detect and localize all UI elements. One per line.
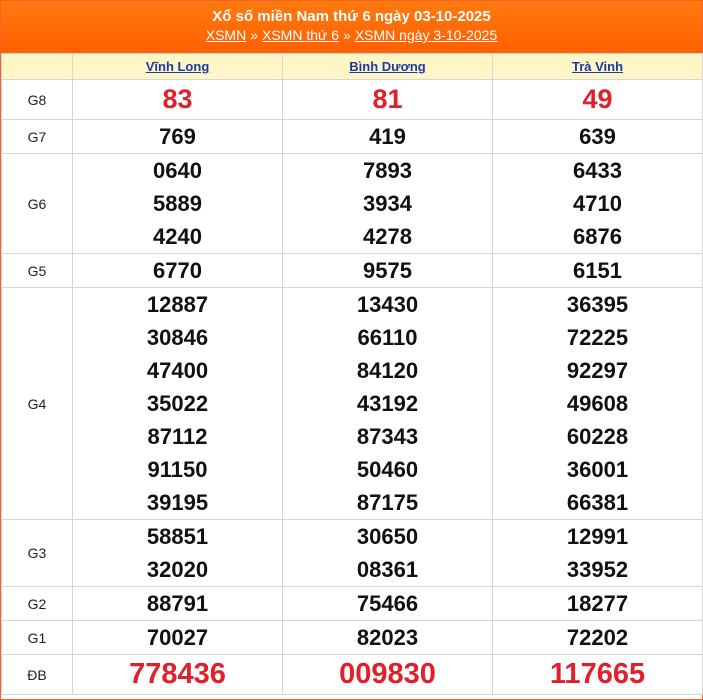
province-header bbox=[73, 54, 283, 80]
prize-number: 75466 bbox=[356, 591, 419, 616]
prize-number: 33952 bbox=[566, 557, 629, 582]
prize-number: 639 bbox=[579, 124, 616, 149]
prize-number: 6433 bbox=[573, 158, 622, 183]
prize-number: 81 bbox=[372, 84, 403, 114]
prize-cell bbox=[73, 120, 283, 154]
prize-cell bbox=[73, 80, 283, 120]
prize-cell bbox=[493, 154, 703, 254]
prize-number: 87343 bbox=[356, 424, 419, 449]
prize-cell bbox=[73, 254, 283, 288]
prize-row-g8 bbox=[2, 80, 703, 120]
prize-number: 12887 bbox=[146, 292, 209, 317]
prize-number: 769 bbox=[159, 124, 196, 149]
prize-number: 6876 bbox=[573, 224, 622, 249]
prize-row-g4 bbox=[2, 288, 703, 520]
prize-label: G6 bbox=[2, 154, 73, 254]
prize-cell bbox=[73, 520, 283, 587]
prize-label: G4 bbox=[2, 288, 73, 520]
prize-number: 43192 bbox=[356, 391, 419, 416]
prize-cell bbox=[283, 254, 493, 288]
prize-number: 12991 bbox=[566, 524, 629, 549]
prize-number: 4278 bbox=[363, 224, 412, 249]
prize-cell bbox=[283, 120, 493, 154]
prize-number: 32020 bbox=[146, 557, 209, 582]
prize-number: 49608 bbox=[566, 391, 629, 416]
province-header bbox=[493, 54, 703, 80]
prize-number: 30846 bbox=[146, 325, 209, 350]
prize-cell bbox=[73, 288, 283, 520]
prize-row-g2 bbox=[2, 587, 703, 621]
prize-cell bbox=[283, 621, 493, 655]
prize-number: 18277 bbox=[566, 591, 629, 616]
prize-cell bbox=[73, 621, 283, 655]
prize-number: 60228 bbox=[566, 424, 629, 449]
page-title: Xổ số miền Nam thứ 6 ngày 03-10-2025 bbox=[212, 8, 491, 25]
prize-number: 009830 bbox=[339, 658, 436, 690]
breadcrumb bbox=[1, 26, 702, 44]
prize-label: G5 bbox=[2, 254, 73, 288]
prize-number: 6151 bbox=[573, 258, 622, 283]
prize-cell bbox=[283, 80, 493, 120]
province-link-binh-duong[interactable]: Bình Dương bbox=[349, 59, 426, 74]
prize-label: ĐB bbox=[2, 655, 73, 695]
prize-number: 08361 bbox=[356, 557, 419, 582]
prize-number: 6770 bbox=[153, 258, 202, 283]
prize-cell bbox=[493, 80, 703, 120]
prize-cell bbox=[493, 254, 703, 288]
prize-number: 50460 bbox=[356, 457, 419, 482]
prize-label: G1 bbox=[2, 621, 73, 655]
prize-cell bbox=[73, 154, 283, 254]
prize-number: 87175 bbox=[356, 490, 419, 515]
prize-number: 7893 bbox=[363, 158, 412, 183]
prize-number: 36001 bbox=[566, 457, 629, 482]
prize-number: 419 bbox=[369, 124, 406, 149]
prize-number: 83 bbox=[162, 84, 193, 114]
corner-cell bbox=[2, 54, 73, 80]
results-header bbox=[1, 1, 702, 53]
prize-number: 72225 bbox=[566, 325, 629, 350]
prize-row-g5 bbox=[2, 254, 703, 288]
prize-number: 88791 bbox=[146, 591, 209, 616]
prize-cell bbox=[283, 288, 493, 520]
breadcrumb-link-xsmn-date[interactable]: XSMN ngày 3-10-2025 bbox=[354, 27, 498, 43]
prize-number: 35022 bbox=[146, 391, 209, 416]
prize-label: G8 bbox=[2, 80, 73, 120]
prize-number: 92297 bbox=[566, 358, 629, 383]
prize-number: 39195 bbox=[146, 490, 209, 515]
prize-number: 70027 bbox=[146, 625, 209, 650]
prize-number: 0640 bbox=[153, 158, 202, 183]
prize-number: 3934 bbox=[363, 191, 412, 216]
prize-number: 4240 bbox=[153, 224, 202, 249]
results-table bbox=[1, 53, 703, 695]
province-link-vinh-long[interactable]: Vĩnh Long bbox=[145, 59, 210, 74]
province-header bbox=[283, 54, 493, 80]
prize-row-db bbox=[2, 655, 703, 695]
prize-number: 778436 bbox=[129, 658, 226, 690]
prize-number: 87112 bbox=[147, 424, 208, 449]
prize-row-g3 bbox=[2, 520, 703, 587]
prize-number: 36395 bbox=[566, 292, 629, 317]
province-header-row bbox=[2, 54, 703, 80]
prize-number: 13430 bbox=[356, 292, 419, 317]
prize-cell bbox=[283, 587, 493, 621]
prize-cell bbox=[493, 587, 703, 621]
prize-cell bbox=[73, 587, 283, 621]
prize-number: 9575 bbox=[363, 258, 412, 283]
prize-number: 117665 bbox=[549, 658, 646, 690]
prize-number: 72202 bbox=[566, 625, 629, 650]
prize-table-body bbox=[2, 80, 703, 695]
breadcrumb-link-xsmn-thu6[interactable]: XSMN thứ 6 bbox=[261, 27, 340, 43]
prize-number: 66381 bbox=[566, 490, 629, 515]
prize-number: 4710 bbox=[573, 191, 622, 216]
breadcrumb-separator: » bbox=[343, 27, 351, 43]
prize-row-g7 bbox=[2, 120, 703, 154]
prize-number: 5889 bbox=[153, 191, 202, 216]
prize-label: G2 bbox=[2, 587, 73, 621]
prize-number: 84120 bbox=[356, 358, 419, 383]
prize-cell bbox=[283, 154, 493, 254]
prize-number: 30650 bbox=[356, 524, 419, 549]
prize-cell bbox=[493, 621, 703, 655]
prize-label: G7 bbox=[2, 120, 73, 154]
prize-number: 49 bbox=[582, 84, 613, 114]
breadcrumb-link-xsmn[interactable]: XSMN bbox=[205, 27, 247, 43]
prize-cell bbox=[283, 520, 493, 587]
prize-cell bbox=[493, 120, 703, 154]
prize-label: G3 bbox=[2, 520, 73, 587]
breadcrumb-separator: » bbox=[250, 27, 258, 43]
prize-row-g6 bbox=[2, 154, 703, 254]
prize-cell bbox=[73, 655, 283, 695]
prize-cell bbox=[283, 655, 493, 695]
prize-number: 66110 bbox=[357, 325, 418, 350]
prize-row-g1 bbox=[2, 621, 703, 655]
prize-cell bbox=[493, 288, 703, 520]
prize-number: 58851 bbox=[146, 524, 209, 549]
prize-cell bbox=[493, 520, 703, 587]
province-link-tra-vinh[interactable]: Trà Vinh bbox=[571, 59, 624, 74]
prize-cell bbox=[493, 655, 703, 695]
prize-number: 47400 bbox=[146, 358, 209, 383]
prize-number: 82023 bbox=[356, 625, 419, 650]
prize-number: 91150 bbox=[147, 457, 208, 482]
